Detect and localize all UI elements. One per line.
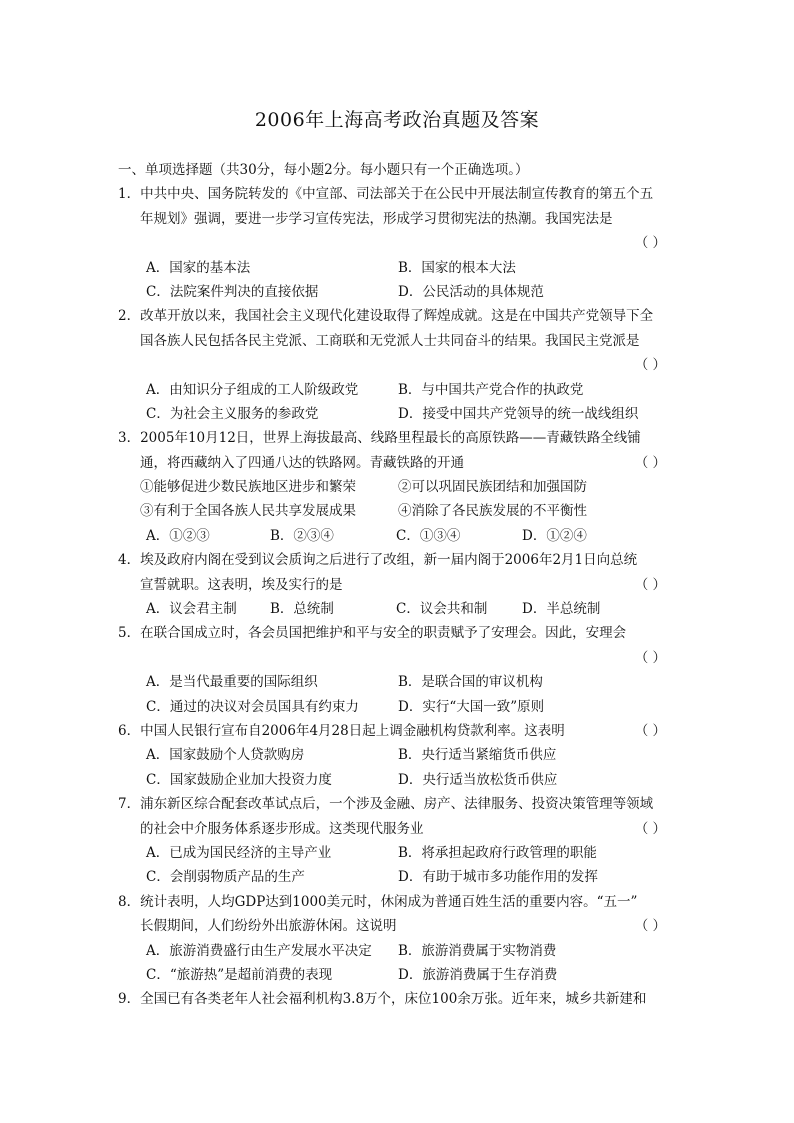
q8-option-c: C．“旅游热”是超前消费的表现: [146, 966, 333, 983]
q4-options-row: [118, 597, 678, 621]
q3-items-row1: [118, 475, 678, 499]
q3-items-row2: [118, 499, 678, 523]
q3-item-2: ②可以巩固民族团结和加强国防: [398, 479, 587, 496]
q3-option-a: A．①②③: [146, 527, 210, 544]
question-list: [118, 158, 678, 1012]
q6-option-b: B．央行适当紧缩货币供应: [398, 747, 557, 764]
q7-options-row2: [118, 865, 678, 889]
q6-options-row1: [118, 743, 678, 767]
q5-option-a: A．是当代最重要的国际组织: [146, 674, 318, 691]
q3-options-row: [118, 524, 678, 548]
q1-option-c: C．法院案件判决的直接依据: [146, 283, 319, 300]
q6-option-c: C．国家鼓励企业加大投资力度: [146, 771, 332, 788]
q5-answer-paren: （ ）: [634, 649, 666, 666]
q2-option-a: A．由知识分子组成的工人阶级政党: [146, 381, 359, 398]
q7-stem-line2: 的社会中介服务体系逐步形成。这类现代服务业 （ ）: [140, 820, 666, 837]
q8-option-b: B．旅游消费属于实物消费: [398, 942, 557, 959]
q4-option-d: D．半总统制: [522, 601, 601, 618]
q8-options-row1: [118, 939, 678, 963]
q3-option-c: C．①③④: [396, 527, 461, 544]
q3-item-4: ④消除了各民族发展的不平衡性: [398, 503, 587, 520]
q3-item-1: ①能够促进少数民族地区进步和繁荣: [140, 479, 356, 496]
q4-option-a: A．议会君主制: [146, 601, 237, 618]
q1-stem-line2: 年规划》强调，要进一步学习宣传宪法，形成学习贯彻宪法的热潮。我国宪法是: [140, 210, 613, 227]
q1-option-d: D．公民活动的具体规范: [398, 283, 544, 300]
q7-option-b: B．将承担起政府行政管理的职能: [398, 844, 597, 861]
q1-answer-paren: （ ）: [634, 235, 666, 252]
q4-stem-line2: 宣誓就职。这表明，埃及实行的是 （ ）: [140, 576, 666, 593]
q4-option-c: C．议会共和制: [396, 601, 488, 618]
q4-option-b: B．总统制: [270, 601, 334, 618]
q4-stem-line1: 4．埃及政府内阁在受到议会质询之后进行了改组，新一届内阁于2006年2月1日向总统: [118, 552, 638, 569]
q8-option-d: D．旅游消费属于生存消费: [398, 966, 558, 983]
q2-stem-line1: 2．改革开放以来，我国社会主义现代化建设取得了辉煌成就。这是在中国共产党领导下全: [118, 308, 654, 325]
q2-stem-line2: 国各族人民包括各民主党派、工商联和无党派人士共同奋斗的结果。我国民主党派是: [140, 332, 640, 349]
q6-stem-line1: 6．中国人民银行宣布自2006年4月28日起上调金融机构贷款利率。这表明 （ ）: [118, 722, 666, 739]
q8-stem-line1: 8．统计表明，人均GDP达到1000美元时，休闲成为普通百姓生活的重要内容。“五一”: [118, 893, 638, 910]
q2-option-d: D．接受中国共产党领导的统一战线组织: [398, 405, 639, 422]
q6-option-d: D．央行适当放松货币供应: [398, 771, 558, 788]
q6-options-row2: [118, 768, 678, 792]
q8-options-row2: [118, 963, 678, 987]
q2-answer-paren: （ ）: [634, 357, 666, 374]
q3-option-d: D．①②④: [522, 527, 587, 544]
q5-options-row1: [118, 670, 678, 694]
q1-options-row2: [118, 280, 678, 304]
q2-options-row1: [118, 378, 678, 402]
q5-option-d: D．实行“大国一致”原则: [398, 698, 545, 715]
q7-options-row1: [118, 841, 678, 865]
page-title: 2006年上海高考政治真题及答案: [254, 109, 540, 131]
q5-options-row2: [118, 695, 678, 719]
q1-option-a: A．国家的基本法: [146, 259, 251, 276]
q7-stem-line1: 7．浦东新区综合配套改革试点后，一个涉及金融、房产、法律服务、投资决策管理等领域: [118, 796, 654, 813]
q9-stem-line1: 9．全国已有各类老年人社会福利机构3.8万个，床位100余万张。近年来，城乡共新建和: [118, 991, 647, 1008]
q2-options-row2: [118, 402, 678, 426]
q7-option-c: C．会削弱物质产品的生产: [146, 869, 305, 886]
q7-option-a: A．已成为国民经济的主导产业: [146, 844, 332, 861]
q3-stem-line1: 3．2005年10月12日，世界上海拔最高、线路里程最长的高原铁路——青藏铁路全线铺: [118, 430, 641, 447]
q1-options-row1: [118, 256, 678, 280]
q1-option-b: B．国家的根本大法: [398, 259, 516, 276]
q5-option-c: C．通过的决议对会员国具有约束力: [146, 698, 359, 715]
section-heading: 一、单项选择题（共30分，每小题2分。每小题只有一个正确选项。）: [118, 162, 529, 178]
q3-item-3: ③有利于全国各族人民共享发展成果: [140, 503, 356, 520]
q2-option-c: C．为社会主义服务的参政党: [146, 405, 319, 422]
q2-option-b: B．与中国共产党合作的执政党: [398, 381, 584, 398]
q6-option-a: A．国家鼓励个人贷款购房: [146, 747, 305, 764]
q3-stem-line2: 通，将西藏纳入了四通八达的铁路网。青藏铁路的开通 （ ）: [140, 454, 666, 471]
q5-stem-line1: 5．在联合国成立时，各会员国把维护和平与安全的职责赋予了安理会。因此，安理会: [118, 625, 627, 642]
q8-stem-line2: 长假期间，人们纷纷外出旅游休闲。这说明 （ ）: [140, 918, 666, 935]
q3-option-b: B．②③④: [270, 527, 334, 544]
q8-option-a: A．旅游消费盛行由生产发展水平决定: [146, 942, 372, 959]
q7-option-d: D．有助于城市多功能作用的发挥: [398, 869, 598, 886]
q5-option-b: B．是联合国的审议机构: [398, 674, 543, 691]
q1-stem-line1: 1．中共中央、国务院转发的《中宣部、司法部关于在公民中开展法制宣传教育的第五个五: [118, 186, 654, 203]
